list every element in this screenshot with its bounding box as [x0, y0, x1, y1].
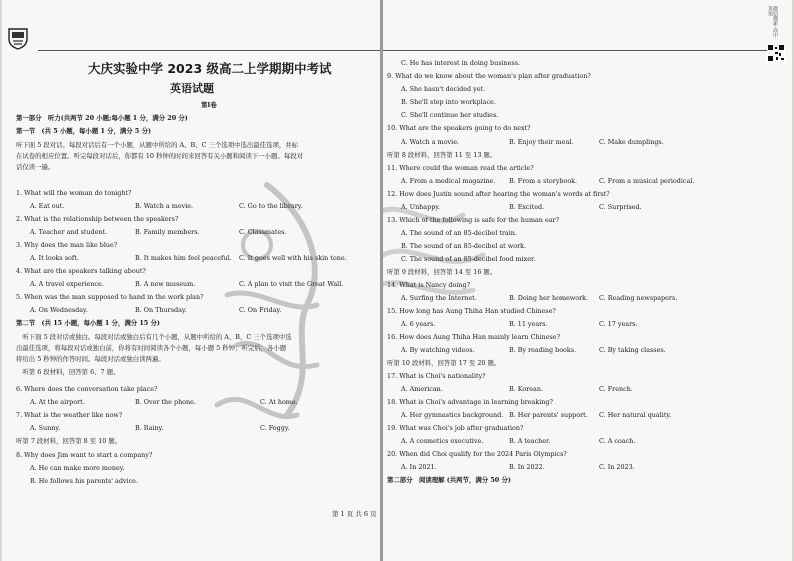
- volume-label: 第Ⅰ卷: [201, 101, 217, 109]
- option-b: B. The sound of an 85-decibel at work.: [401, 242, 527, 250]
- option-a: A. She hasn't decided yet.: [401, 85, 486, 93]
- part2-heading: 第二部分 阅读理解 (共两节，满分 50 分): [387, 476, 511, 484]
- question-4: 4. What are the speakers talking about?: [16, 267, 146, 275]
- option-c: C. Surprised.: [599, 203, 642, 211]
- question-15: 15. How long has Aung Thiha Han studied Chinese?: [387, 307, 556, 315]
- option-a: A. He can make more money.: [30, 464, 125, 472]
- school-logo-icon: [7, 26, 29, 50]
- question-19: 19. What was Choi's job after graduation?: [387, 424, 524, 432]
- exam-title: 大庆实验中学 2023 级高二上学期期中考试: [88, 61, 332, 76]
- option-b: B. Watch a movie.: [135, 202, 194, 210]
- option-c: C. It goes well with his skin tone.: [239, 254, 347, 262]
- right-page: [383, 0, 792, 561]
- question-12: 12. How does Justin sound after hearing the woman's words at first?: [387, 190, 610, 198]
- listen-instruction: 听第 10 段材料，回答第 17 至 20 题。: [387, 359, 501, 367]
- question-20: 20. When did Choi qualify for the 2024 Paris Olympics?: [387, 450, 567, 458]
- option-b: B. Korean.: [509, 385, 544, 393]
- option-a: A. On Wednesday.: [30, 306, 88, 314]
- option-b: B. From a storybook.: [509, 177, 578, 185]
- option-b: B. A new museum.: [135, 280, 196, 288]
- section2-heading: 第二节 (共 15 小题，每小题 1 分，满分 15 分): [16, 319, 160, 327]
- listen-instruction: 听第 7 段材料，回答第 8 至 10 题。: [16, 437, 122, 445]
- option-b: B. Family members.: [135, 228, 200, 236]
- question-7: 7. What is the weather like now?: [16, 411, 123, 419]
- exam-subtitle: 英语试题: [170, 82, 214, 95]
- option-b: B. By reading books.: [509, 346, 577, 354]
- option-a: A. It looks soft.: [30, 254, 79, 262]
- option-c: C. At home.: [260, 398, 298, 406]
- question-5: 5. When was the man supposed to hand in the work plan?: [16, 293, 204, 301]
- section2-intro: 将给出 5 秒钟的作答时间。每段对话或独白读两遍。: [16, 355, 165, 363]
- option-b: B. Doing her homework.: [509, 294, 589, 302]
- option-a: A. Her gymnastics background.: [401, 411, 504, 419]
- question-17: 17. What is Choi's nationality?: [387, 372, 486, 380]
- option-c: C. In 2023.: [599, 463, 635, 471]
- listen-instruction: 听第 6 段材料，回答第 6、7 题。: [16, 368, 120, 376]
- option-c: C. On Friday.: [239, 306, 282, 314]
- watermark-seal-icon: [197, 175, 337, 435]
- option-a: A. Eat out.: [30, 202, 65, 210]
- option-c: C. Classmates.: [239, 228, 287, 236]
- option-a: A. In 2021.: [401, 463, 437, 471]
- watermark-stamp-icon: [383, 185, 493, 305]
- option-a: A. Surfing the Internet.: [401, 294, 477, 302]
- option-b: B. 11 years.: [509, 320, 548, 328]
- question-2: 2. What is the relationship between the speakers?: [16, 215, 179, 223]
- side-strip-text: 微信搜索 高中英语: [767, 6, 778, 38]
- question-14: 14. What is Nancy doing?: [387, 281, 470, 289]
- option-c: C. French.: [599, 385, 633, 393]
- option-a: A. Sunny.: [30, 424, 61, 432]
- section1-intro: 话仅读一遍。: [16, 163, 55, 171]
- option-b: B. Her parents' support.: [509, 411, 588, 419]
- option-a: A. From a medical magazine.: [401, 177, 496, 185]
- section2-intro: 出最佳选项，将每段对话或独白前，你将有时间阅读各个小题，每小题 5 秒钟；听完后，各小题: [16, 344, 287, 352]
- option-c: C. The sound of an 85-decibel food mixer.: [401, 255, 536, 263]
- option-c: C. From a musical periodical.: [599, 177, 695, 185]
- side-strip: [767, 6, 787, 66]
- header-rule: [38, 50, 382, 51]
- question-1: 1. What will the woman do tonight?: [16, 189, 132, 197]
- qr-code-icon: [767, 44, 785, 62]
- option-c: C. Reading newspapers.: [599, 294, 678, 302]
- question-9: 9. What do we know about the woman's plan after graduation?: [387, 72, 591, 80]
- option-b: B. He follows his parents' advice.: [30, 477, 138, 485]
- question-18: 18. What is Choi's advantage in learning breaking?: [387, 398, 553, 406]
- header-rule: [383, 50, 770, 51]
- option-a: A. The sound of an 85-decibel train.: [401, 229, 517, 237]
- section2-intro: 听下面 5 段对话或独白。每段对话或独白后有几个小题，从题中所给的 A、B、C 三个选项中选: [16, 333, 292, 341]
- option-c: C. Make dumplings.: [599, 138, 664, 146]
- option-a: A. Watch a movie.: [401, 138, 460, 146]
- option-b: B. On Thursday.: [135, 306, 187, 314]
- option-c: C. Her natural quality.: [599, 411, 672, 419]
- option-c: C. By taking classes.: [599, 346, 666, 354]
- option-a: A. At the airport.: [30, 398, 85, 406]
- option-a: A. American.: [401, 385, 443, 393]
- option-b: B. Enjoy their meal.: [509, 138, 574, 146]
- option-c: C. A coach.: [599, 437, 636, 445]
- section1-heading: 第一节 (共 5 小题，每小题 1 分，满分 5 分): [16, 127, 151, 135]
- question-11: 11. Where could the woman read the article?: [387, 164, 534, 172]
- option-a: A. 6 years.: [401, 320, 436, 328]
- listen-instruction: 听第 9 段材料，回答第 14 至 16 题。: [387, 268, 497, 276]
- option-a: A. Unhappy.: [401, 203, 441, 211]
- question-6: 6. Where does the conversation take place?: [16, 385, 158, 393]
- option-a: A. A travel experience.: [30, 280, 104, 288]
- question-8: 8. Why does Jim want to start a company?: [16, 451, 153, 459]
- option-c: C. Foggy.: [260, 424, 290, 432]
- page-footer: 第 1 页 共 6 页: [332, 510, 377, 518]
- option-c: C. He has interest in doing business.: [401, 59, 521, 67]
- section1-intro: 在试卷的相应位置。听完每段对话后，你都有 10 秒钟的时间来回答有关小题和阅读下一小题。每段对: [16, 152, 303, 160]
- option-c: C. She'll continue her studies.: [401, 111, 499, 119]
- option-a: A. A cosmetics executive.: [401, 437, 484, 445]
- part1-heading: 第一部分 听力(共两节 20 小题;每小题 1 分，满分 20 分): [16, 114, 188, 122]
- question-16: 16. How does Aung Thiha Han mainly learn Chinese?: [387, 333, 561, 341]
- option-c: C. Go to the library.: [239, 202, 303, 210]
- option-b: B. Rainy.: [135, 424, 164, 432]
- option-b: B. It makes him feel peaceful.: [135, 254, 232, 262]
- option-a: A. By watching videos.: [401, 346, 475, 354]
- option-b: B. Over the phone.: [135, 398, 196, 406]
- left-page: [2, 0, 382, 561]
- question-3: 3. Why does the man like blue?: [16, 241, 118, 249]
- option-c: C. 17 years.: [599, 320, 638, 328]
- section1-intro: 听下面 5 段对话。每段对话后有一个小题，从题中所给的 A、B、C 三个选项中选出最佳选项，并标: [16, 141, 299, 149]
- option-b: B. In 2022.: [509, 463, 545, 471]
- option-a: A. Teacher and student.: [30, 228, 108, 236]
- option-b: B. She'll step into workplace.: [401, 98, 496, 106]
- option-b: B. A teacher.: [509, 437, 551, 445]
- listen-instruction: 听第 8 段材料，回答第 11 至 13 题。: [387, 151, 497, 159]
- option-b: B. Excited.: [509, 203, 545, 211]
- option-c: C. A plan to visit the Great Wall.: [239, 280, 344, 288]
- question-10: 10. What are the speakers going to do next?: [387, 124, 531, 132]
- question-13: 13. Which of the following is safe for the human ear?: [387, 216, 560, 224]
